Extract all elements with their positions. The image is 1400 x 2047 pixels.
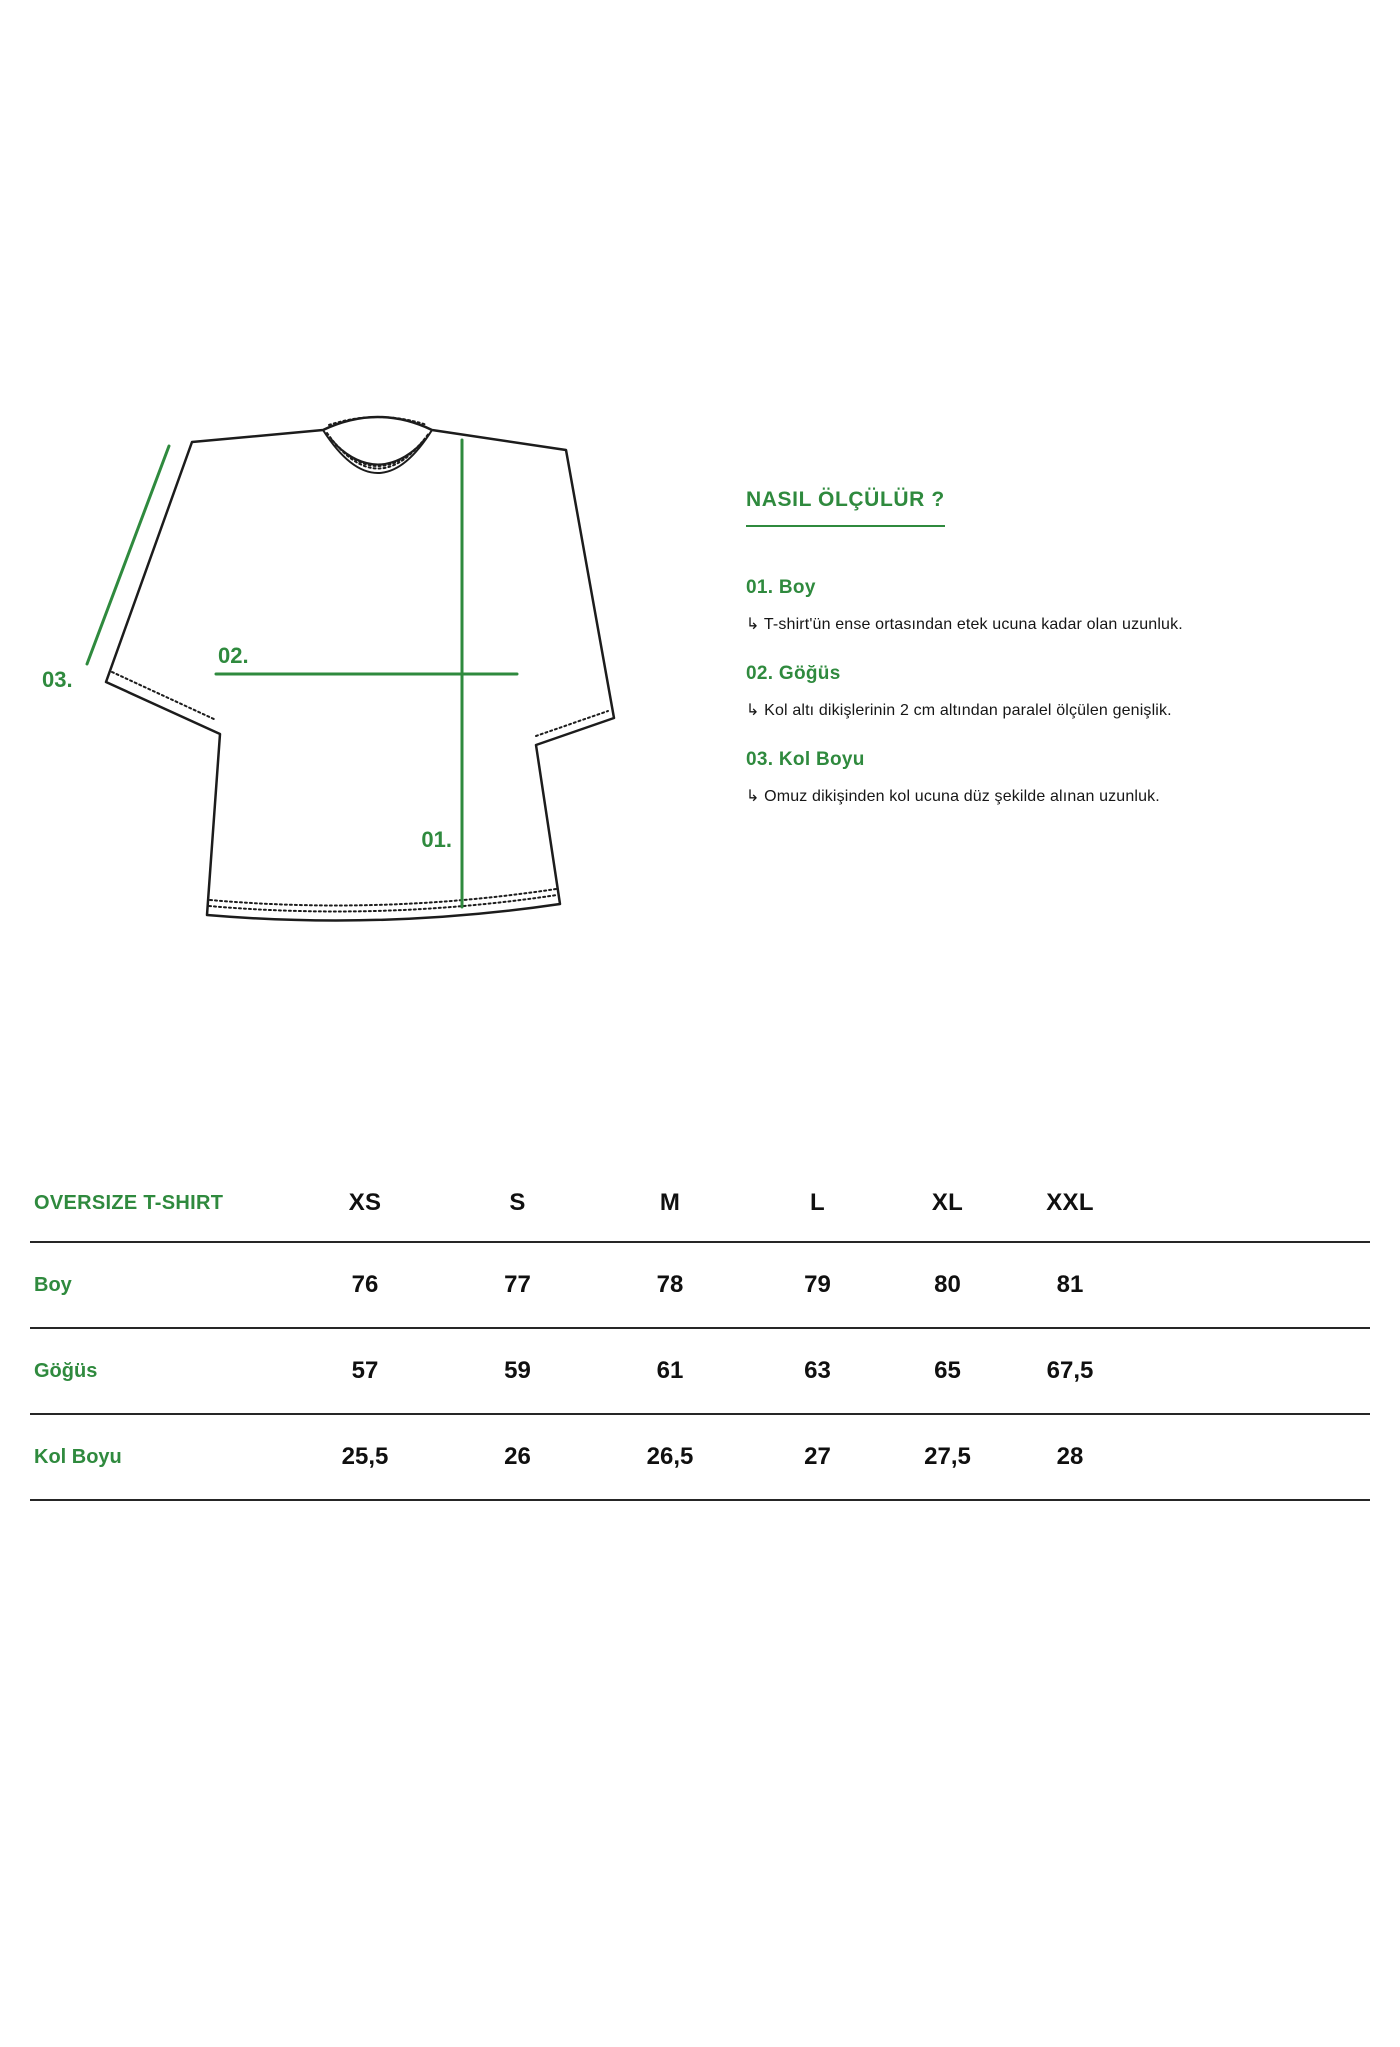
tshirt-outline — [106, 417, 614, 920]
how-to-measure-panel — [746, 488, 1346, 835]
cell-value: 81 — [1056, 1271, 1084, 1298]
measure-label-chest: 02. — [218, 643, 249, 668]
how-to-measure-title: NASIL ÖLÇÜLÜR ? — [746, 488, 945, 527]
measure-label-sleeve: 03. — [42, 667, 73, 692]
cell-value: 26 — [504, 1443, 531, 1470]
measure-item-description: ↳ Kol altı dikişlerinin 2 cm altından paralel ölçülen genişlik. — [746, 702, 1172, 719]
size-column-xl: XL — [931, 1189, 964, 1216]
cell-value: 77 — [504, 1271, 531, 1298]
size-column-m: M — [659, 1189, 681, 1216]
tshirt-illustration — [40, 400, 660, 950]
table-row-length — [30, 1243, 1370, 1329]
measure-item-sleeve — [746, 749, 1346, 806]
cell-value: 57 — [351, 1357, 379, 1384]
measure-item-label: 03. Kol Boyu — [746, 749, 865, 770]
table-row-chest — [30, 1329, 1370, 1415]
measure-item-label: 01. Boy — [746, 577, 816, 598]
row-label: Kol Boyu — [34, 1445, 122, 1468]
cell-value: 59 — [504, 1357, 531, 1384]
row-label: Göğüs — [34, 1359, 98, 1382]
cell-value: 67,5 — [1046, 1357, 1094, 1384]
size-table — [30, 1165, 1370, 1501]
size-column-s: S — [509, 1189, 526, 1216]
cell-value: 63 — [804, 1357, 831, 1384]
size-column-xs: XS — [348, 1189, 382, 1216]
product-label: OVERSIZE T-SHIRT — [34, 1191, 224, 1214]
cell-value: 65 — [934, 1357, 961, 1384]
cell-value: 28 — [1056, 1443, 1084, 1470]
cell-value: 79 — [804, 1271, 831, 1298]
measure-item-description: ↳ T-shirt'ün ense ortasından etek ucuna kadar olan uzunluk. — [746, 616, 1183, 633]
cell-value: 27 — [804, 1443, 831, 1470]
cell-value: 78 — [656, 1271, 684, 1298]
measure-item-label: 02. Göğüs — [746, 663, 841, 684]
size-column-xxl: XXL — [1046, 1189, 1094, 1216]
measure-item-description: ↳ Omuz dikişinden kol ucuna düz şekilde alınan uzunluk. — [746, 788, 1160, 805]
measure-item-chest — [746, 663, 1346, 720]
row-label: Boy — [34, 1273, 72, 1296]
cell-value: 76 — [351, 1271, 379, 1298]
cell-value: 61 — [656, 1357, 684, 1384]
measure-label-length: 01. — [421, 827, 452, 852]
cell-value: 26,5 — [646, 1443, 694, 1470]
measure-item-length — [746, 577, 1346, 634]
size-table-header-row — [30, 1165, 1370, 1243]
cell-value: 27,5 — [924, 1443, 971, 1470]
cell-value: 80 — [934, 1271, 961, 1298]
size-column-l: L — [810, 1189, 825, 1216]
tshirt-measurement-diagram — [40, 400, 660, 950]
table-row-sleeve — [30, 1415, 1370, 1501]
cell-value: 25,5 — [341, 1443, 389, 1470]
